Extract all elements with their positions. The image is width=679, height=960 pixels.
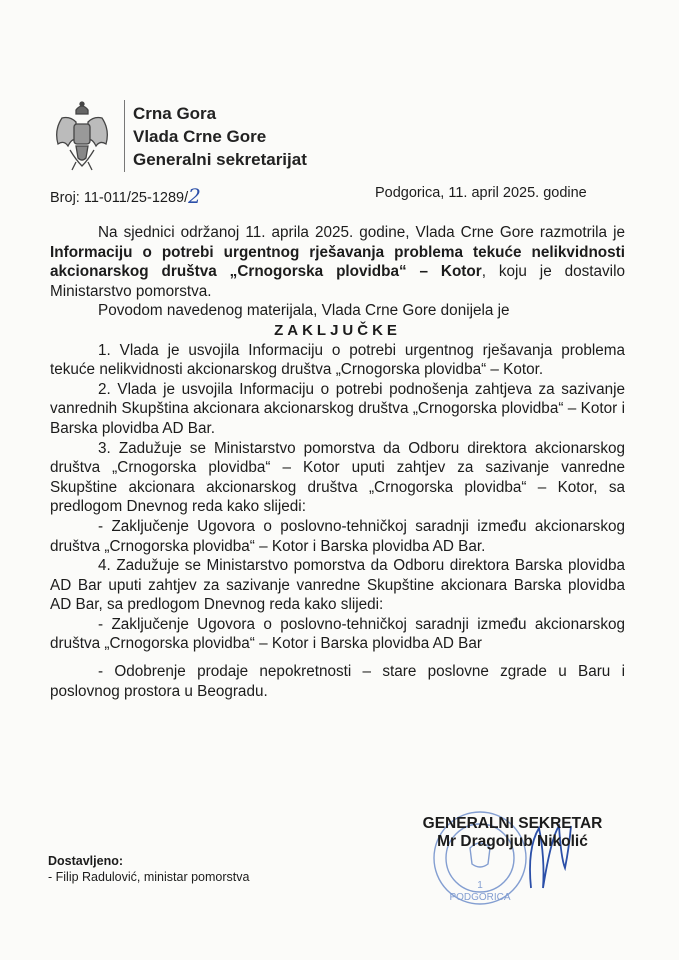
distribution-list bbox=[48, 853, 249, 885]
place-date: Podgorica, 11. april 2025. godine bbox=[375, 185, 587, 201]
country-name: Crna Gora bbox=[133, 103, 217, 123]
svg-text:PODGORICA: PODGORICA bbox=[449, 892, 511, 903]
coat-of-arms-icon bbox=[50, 100, 114, 172]
header-divider bbox=[124, 100, 125, 172]
conclusions-heading: ZAKLJUČKE bbox=[274, 321, 401, 339]
conclusion-3-item: - Zaključenje Ugovora o poslovno-tehničkoj saradnji između akcionarskog društva „Crnogorska plovidba“ – Kotor i Barska plovidba AD Bar. bbox=[50, 517, 625, 555]
intro-paragraph bbox=[50, 223, 625, 301]
conclusion-2: 2. Vlada je usvojila Informaciju o potrebi podnošenja zahtjeva za sazivanje vanrednih Skupština akcionara akcionarskog društva „Crnogorska plovidba“ – Kotor i Barska plovidba AD Bar. bbox=[50, 380, 625, 437]
intro-bold-subject: Informaciju o potrebi urgentnog rješavanja problema tekuće nelikvidnosti akcionarskog društva „Crnogorska plovidba“ – Kotor bbox=[50, 243, 625, 281]
intro-text: Na sjednici održanoj 11. aprila 2025. godine, Vlada Crne Gore razmotrila je bbox=[98, 224, 625, 241]
conclusion-4: 4. Zadužuje se Ministarstvo pomorstva da Odboru direktora Barska plovidba AD Bar uputi zahtjev za sazivanje vanredne Skupštine akcionara Barska plovidba AD Bar, sa predlogom Dnevnog reda kako slijedi: bbox=[50, 557, 625, 614]
distribution-recipient: - Filip Radulović, ministar pomorstva bbox=[48, 870, 250, 884]
signatory-title: GENERALNI SEKRETAR bbox=[422, 815, 603, 832]
conclusion-4-item-2: - Odobrenje prodaje nepokretnosti – stare poslovne zgrade u Baru i poslovnog prostora u Beogradu. bbox=[50, 663, 625, 700]
reference-number-text: Broj: 11-011/25-1289/ bbox=[50, 190, 189, 206]
svg-text:1: 1 bbox=[477, 880, 483, 891]
letterhead bbox=[50, 100, 307, 172]
reference-number bbox=[50, 183, 201, 207]
distribution-label: Dostavljeno: bbox=[48, 854, 124, 868]
department-name: Generalni sekretarijat bbox=[133, 149, 307, 169]
conclusion-3: 3. Zadužuje se Ministarstvo pomorstva da Odboru direktora akcionarskog društva „Crnogorska plovidba“ – Kotor uputi zahtjev za sazivanje vanredne Skupštine akcionara akcionarskog društva „Crnogorska plovidba“ – Kotor, sa predlogom Dnevnog reda kako slijedi: bbox=[50, 439, 625, 516]
document-body bbox=[50, 223, 625, 701]
handwritten-suffix: 2 bbox=[188, 184, 201, 208]
signatory-name: Mr Dragoljub Nikolić bbox=[437, 833, 588, 850]
intro-paragraph-2: Povodom navedenog materijala, Vlada Crne Gore donijela je bbox=[98, 302, 510, 320]
signature-block bbox=[410, 815, 615, 851]
intro-text-end: , koju je dostavilo Ministarstvo pomorstva. bbox=[50, 263, 625, 300]
conclusion-4-item-1: - Zaključenje Ugovora o poslovno-tehničkoj saradnji između akcionarskog društva „Crnogorska plovidba“ – Kotor i Barska plovidba AD Bar bbox=[50, 615, 625, 653]
conclusion-1: 1. Vlada je usvojila Informaciju o potrebi urgentnog rješavanja problema tekuće nelikvidnosti akcionarskog društva „Crnogorska plovidba“ – Kotor. bbox=[50, 341, 625, 379]
government-name: Vlada Crne Gore bbox=[133, 126, 267, 146]
